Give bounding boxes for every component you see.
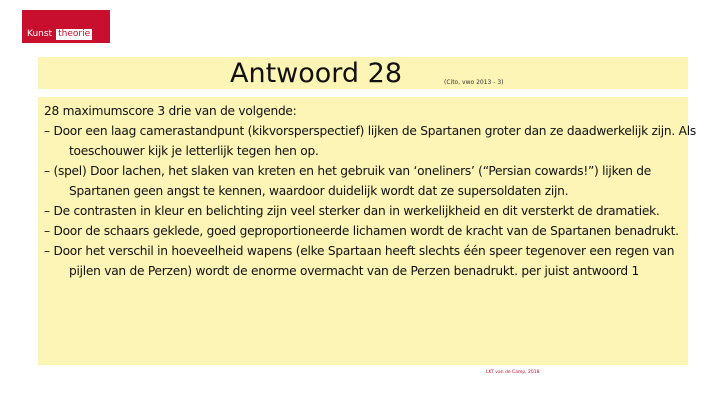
answer-line: – De contrasten in kleur en belichting zijn veel sterker dan in werkelijkheid en dit versterkt de dramatiek. [44, 204, 660, 218]
logo-word-theorie: theorie [58, 29, 91, 39]
answer-line: pijlen van de Perzen) wordt de enorme overmacht van de Perzen benadrukt. per juist antwoord 1 [69, 264, 640, 278]
slide-title: Antwoord 28 [230, 58, 402, 89]
slide-source: (Cito, vwo 2013 - 3) [444, 79, 504, 86]
answer-line: – (spel) Door lachen, het slaken van kreten en het gebruik van ‘oneliners’ (“Persian cowards!”) lijken de [44, 164, 652, 178]
footer-credit: LKT van de Camp, 2018 [486, 370, 540, 375]
answer-line: – Door een laag camerastandpunt (kikvorsperspectief) lijken de Spartanen groter dan ze daadwerkelijk zijn. Als [44, 124, 696, 138]
logo-word-kunst: Kunst [27, 29, 53, 39]
answer-line-heading: 28 maximumscore 3 drie van de volgende: [44, 104, 297, 118]
answer-text [44, 101, 696, 281]
answer-line: Spartanen geen angst te kennen, waardoor duidelijk wordt dat ze supersoldaten zijn. [69, 184, 569, 198]
answer-line: toeschouwer kijk je letterlijk tegen hen op. [69, 144, 319, 158]
answer-line: – Door de schaars geklede, goed geproportioneerde lichamen wordt de kracht van de Spartanen benadrukt. [44, 224, 679, 238]
answer-line: – Door het verschil in hoeveelheid wapens (elke Spartaan heeft slechts één speer tegenover een regen van [44, 244, 675, 258]
logo-text [25, 29, 92, 40]
